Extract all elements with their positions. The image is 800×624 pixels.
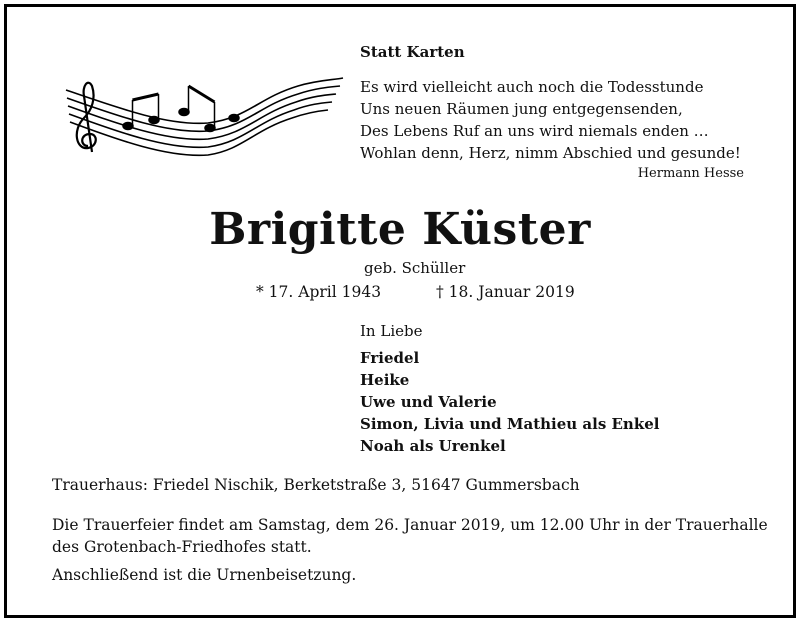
mourning-house: Trauerhaus: Friedel Nischik, Berketstraße 3, 51647 Gummersbach <box>52 476 580 494</box>
urn-burial-text: Anschließend ist die Urnenbeisetzung. <box>52 566 357 584</box>
mourner-name: Friedel <box>360 349 420 367</box>
mourners-intro: In Liebe <box>360 322 423 340</box>
mourner-name: Noah als Urenkel <box>360 437 506 455</box>
poem-line-4: Wohlan denn, Herz, nimm Abschied und gesunde! <box>360 144 741 162</box>
birth-name: geb. Schüller <box>364 259 466 277</box>
birth-date: * 17. April 1943 <box>256 283 382 301</box>
deceased-name: Brigitte Küster <box>209 204 591 255</box>
ceremony-text-line-2: des Grotenbach-Friedhofes statt. <box>52 538 312 556</box>
header-label: Statt Karten <box>360 43 465 61</box>
music-staff-icon <box>58 68 348 158</box>
poem-line-3: Des Lebens Ruf an uns wird niemals enden … <box>360 122 709 140</box>
mourner-name: Uwe und Valerie <box>360 393 497 411</box>
poem-author: Hermann Hesse <box>637 166 744 181</box>
death-date: † 18. Januar 2019 <box>436 283 575 301</box>
mourner-name: Simon, Livia und Mathieu als Enkel <box>360 415 660 433</box>
mourner-name: Heike <box>360 371 410 389</box>
ceremony-text-line-1: Die Trauerfeier findet am Samstag, dem 26. Januar 2019, um 12.00 Uhr in der Trauerhalle <box>52 516 768 534</box>
poem-line-2: Uns neuen Räumen jung entgegensenden, <box>360 100 683 118</box>
poem-line-1: Es wird vielleicht auch noch die Todesstunde <box>360 78 704 96</box>
